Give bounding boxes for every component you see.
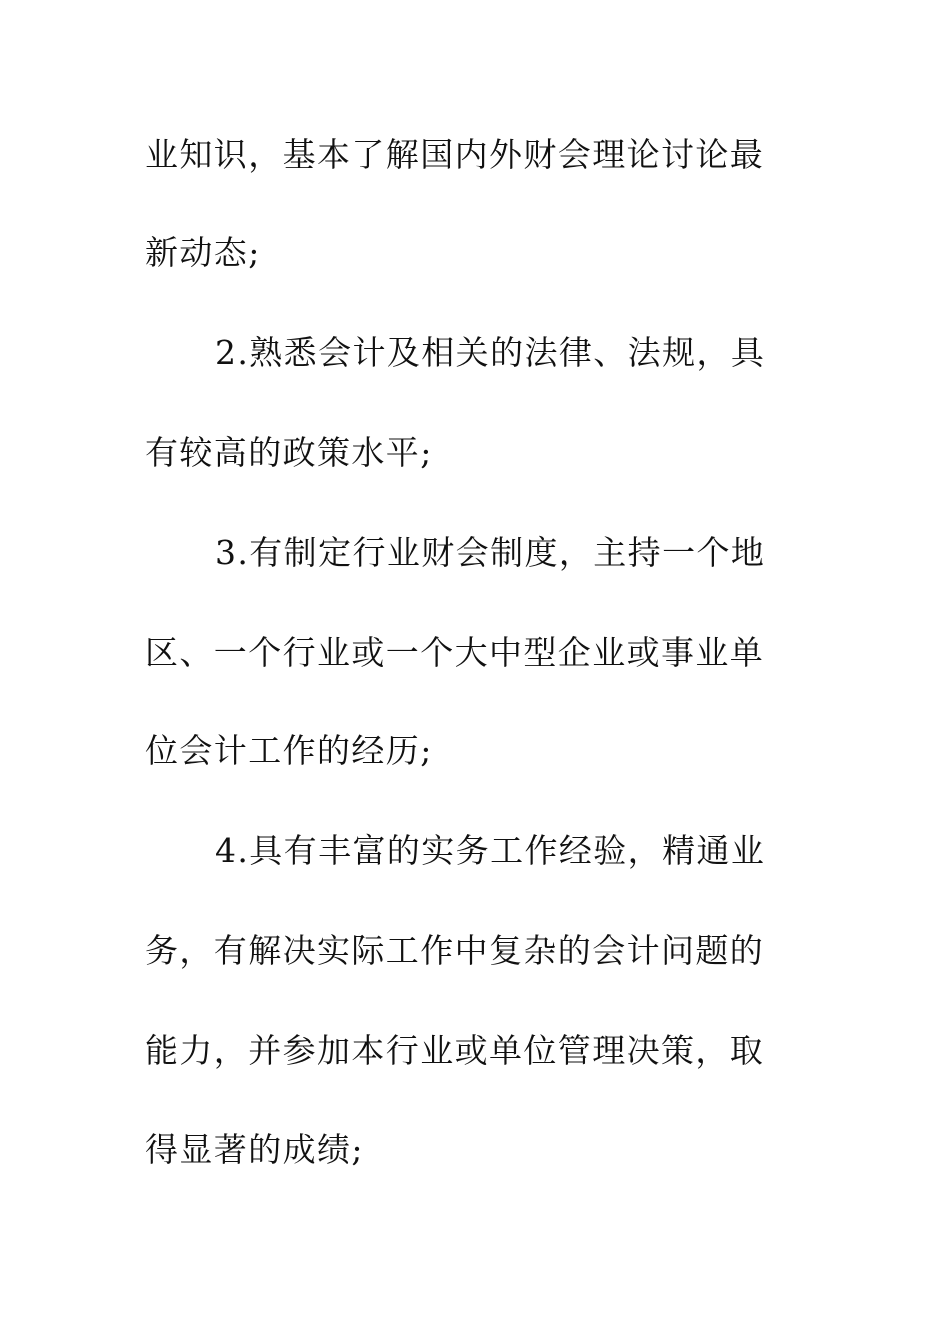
list-item-4-line-4: 得显著的成绩; xyxy=(145,1130,364,1169)
list-item-3-line-2: 区、一个行业或一个大中型企业或事业单 xyxy=(145,633,765,672)
list-item-4-line-1: 4.具有丰富的实务工作经验，精通业 xyxy=(215,831,766,870)
list-item-2-line-2: 有较高的政策水平; xyxy=(145,433,433,472)
list-item-4-line-2: 务，有解决实际工作中复杂的会计问题的 xyxy=(145,931,765,970)
list-item-3-line-3: 位会计工作的经历; xyxy=(145,731,433,770)
text-line-2: 新动态; xyxy=(145,233,261,272)
list-item-2-line-1: 2.熟悉会计及相关的法律、法规，具 xyxy=(215,333,766,372)
list-item-4-line-3: 能力，并参加本行业或单位管理决策，取 xyxy=(145,1031,765,1070)
text-line-1: 业知识，基本了解国内外财会理论讨论最 xyxy=(145,135,765,174)
list-item-3-line-1: 3.有制定行业财会制度，主持一个地 xyxy=(215,533,766,572)
